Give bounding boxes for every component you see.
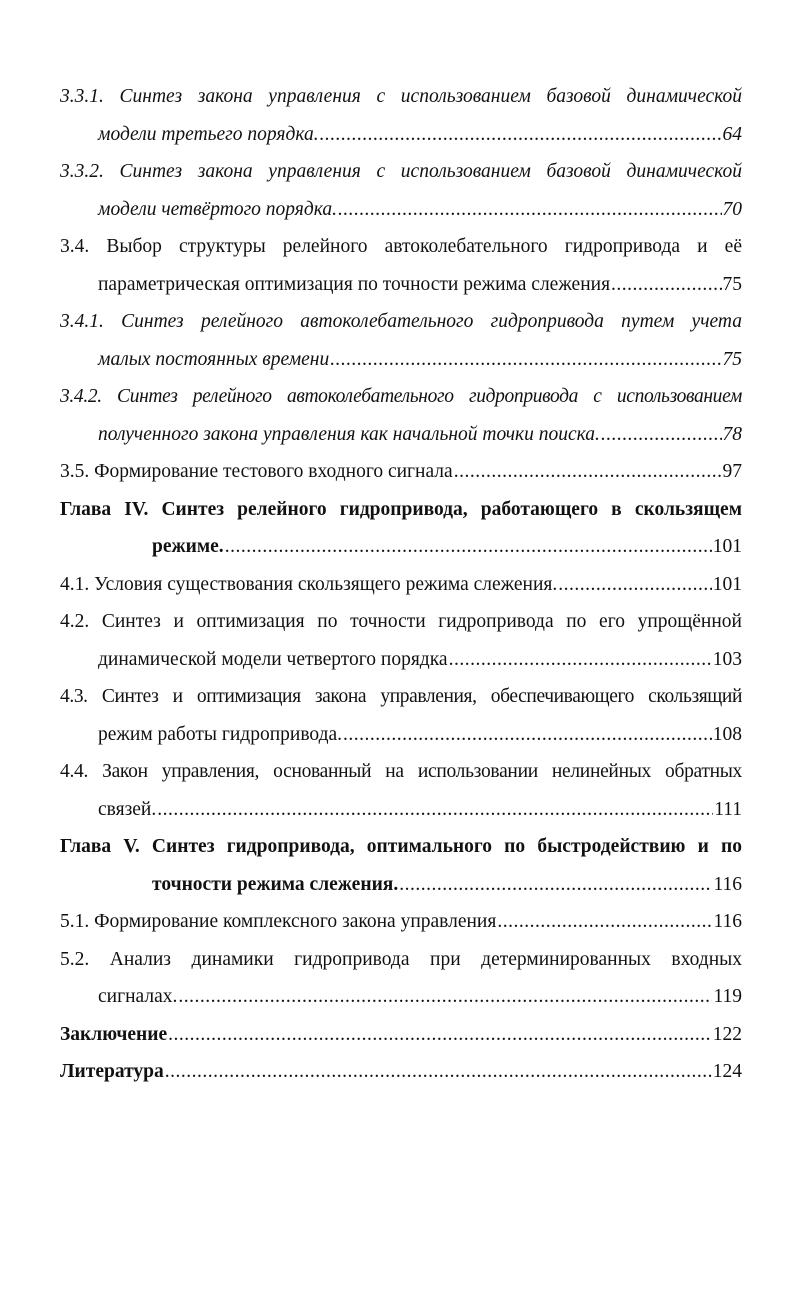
toc-entry-3-4-1 <box>60 303 742 378</box>
toc-entry-title: 5.1. Формирование комплексного закона управления <box>60 911 497 932</box>
toc-page-number: 119 <box>713 986 742 1007</box>
toc-entry-title-cont: связей. <box>98 798 157 820</box>
dot-leader <box>330 341 721 379</box>
toc-entry-4-4 <box>60 753 742 828</box>
toc-entry-title: 3.3.2. Синтез закона управления с использованием базовой динамической <box>60 161 742 182</box>
toc-entry-5-1 <box>60 903 742 941</box>
toc-entry-conclusion <box>60 1016 742 1054</box>
toc-chapter-title: Глава V. Синтез гидропривода, оптимального по быстродействию и по <box>60 836 742 857</box>
toc-entry-title: 4.3. Синтез и оптимизация закона управления, обеспечивающего скользящий <box>60 686 742 707</box>
toc-entry-4-2 <box>60 603 742 678</box>
table-of-contents <box>60 78 742 1091</box>
toc-chapter-4 <box>60 491 742 566</box>
toc-page-number: 111 <box>714 798 742 820</box>
toc-entry-title: 4.4. Закон управления, основанный на использовании нелинейных обратных <box>60 761 742 782</box>
toc-entry-3-5 <box>60 453 742 491</box>
toc-entry-3-3-1 <box>60 78 742 153</box>
toc-entry-title: 3.3.1. Синтез закона управления с использованием базовой динамической <box>60 86 742 107</box>
toc-page-number: 101 <box>712 573 742 595</box>
toc-page-number: 124 <box>712 1061 742 1082</box>
dot-leader <box>449 641 712 679</box>
toc-page-number: 78 <box>722 423 742 445</box>
toc-entry-title-cont: режим работы гидропривода. <box>98 723 343 745</box>
toc-entry-title: 4.1. Условия существования скользящего режима слежения. <box>60 573 558 595</box>
toc-entry-title-cont: динамической модели четвертого порядка <box>98 648 448 670</box>
toc-entry-title-cont: полученного закона управления как начальной точки поиска. <box>98 423 600 445</box>
toc-page-number: 116 <box>713 873 742 895</box>
dot-leader <box>165 1053 712 1091</box>
dot-leader <box>601 416 722 454</box>
dot-leader <box>157 791 713 829</box>
toc-entry-5-2 <box>60 941 742 1016</box>
toc-entry-title-cont: параметрическая оптимизация по точности режима слежения <box>98 273 611 295</box>
toc-entry-3-4 <box>60 228 742 303</box>
toc-chapter-5 <box>60 828 742 903</box>
toc-entry-title: Литература <box>60 1061 164 1082</box>
toc-page-number: 116 <box>713 911 742 932</box>
toc-entry-3-4-2 <box>60 378 742 453</box>
toc-page-number: 75 <box>722 348 742 370</box>
toc-entry-title-cont: модели четвёртого порядка. <box>98 198 337 220</box>
dot-leader <box>178 978 712 1016</box>
toc-page-number: 70 <box>722 198 742 220</box>
dot-leader <box>497 903 712 941</box>
toc-entry-title: 4.2. Синтез и оптимизация по точности гидропривода по его упрощённой <box>60 611 742 632</box>
toc-entry-4-3 <box>60 678 742 753</box>
toc-entry-title: 3.4. Выбор структуры релейного автоколебательного гидропривода и её <box>60 236 742 257</box>
toc-entry-title-cont: малых постоянных времени <box>98 348 330 370</box>
toc-entry-title: 3.5. Формирование тестового входного сигнала <box>60 461 453 482</box>
dot-leader <box>338 191 722 229</box>
toc-chapter-title-cont: точности режима слежения. <box>152 873 399 895</box>
toc-entry-3-3-2 <box>60 153 742 228</box>
dot-leader <box>168 1016 712 1054</box>
toc-entry-title: 5.2. Анализ динамики гидропривода при детерминированных входных <box>60 948 742 970</box>
toc-chapter-title-cont: режиме. <box>152 536 224 557</box>
toc-page-number: 97 <box>722 461 742 482</box>
dot-leader <box>611 266 721 304</box>
toc-chapter-title: Глава IV. Синтез релейного гидропривода, работающего в скользящем <box>60 498 742 520</box>
toc-page-number: 108 <box>712 723 742 745</box>
dot-leader <box>320 116 722 154</box>
toc-entry-title: 3.4.1. Синтез релейного автоколебательного гидропривода путем учета <box>60 311 742 332</box>
dot-leader <box>558 566 712 604</box>
toc-entry-title-cont: сигналах. <box>98 986 178 1007</box>
toc-page-number: 103 <box>712 648 742 670</box>
toc-entry-literature <box>60 1053 742 1091</box>
dot-leader <box>225 528 712 566</box>
toc-entry-title-cont: модели третьего порядка. <box>98 123 319 145</box>
toc-entry-4-1 <box>60 566 742 604</box>
dot-leader <box>343 716 712 754</box>
dot-leader <box>399 866 712 904</box>
toc-page-number: 64 <box>722 123 742 145</box>
toc-page-number: 101 <box>712 536 742 557</box>
toc-entry-title: 3.4.2. Синтез релейного автоколебательного гидропривода с использованием <box>60 386 742 407</box>
toc-page-number: 75 <box>722 273 742 295</box>
toc-entry-title: Заключение <box>60 1023 168 1045</box>
toc-page-number: 122 <box>712 1023 742 1045</box>
dot-leader <box>454 453 722 491</box>
